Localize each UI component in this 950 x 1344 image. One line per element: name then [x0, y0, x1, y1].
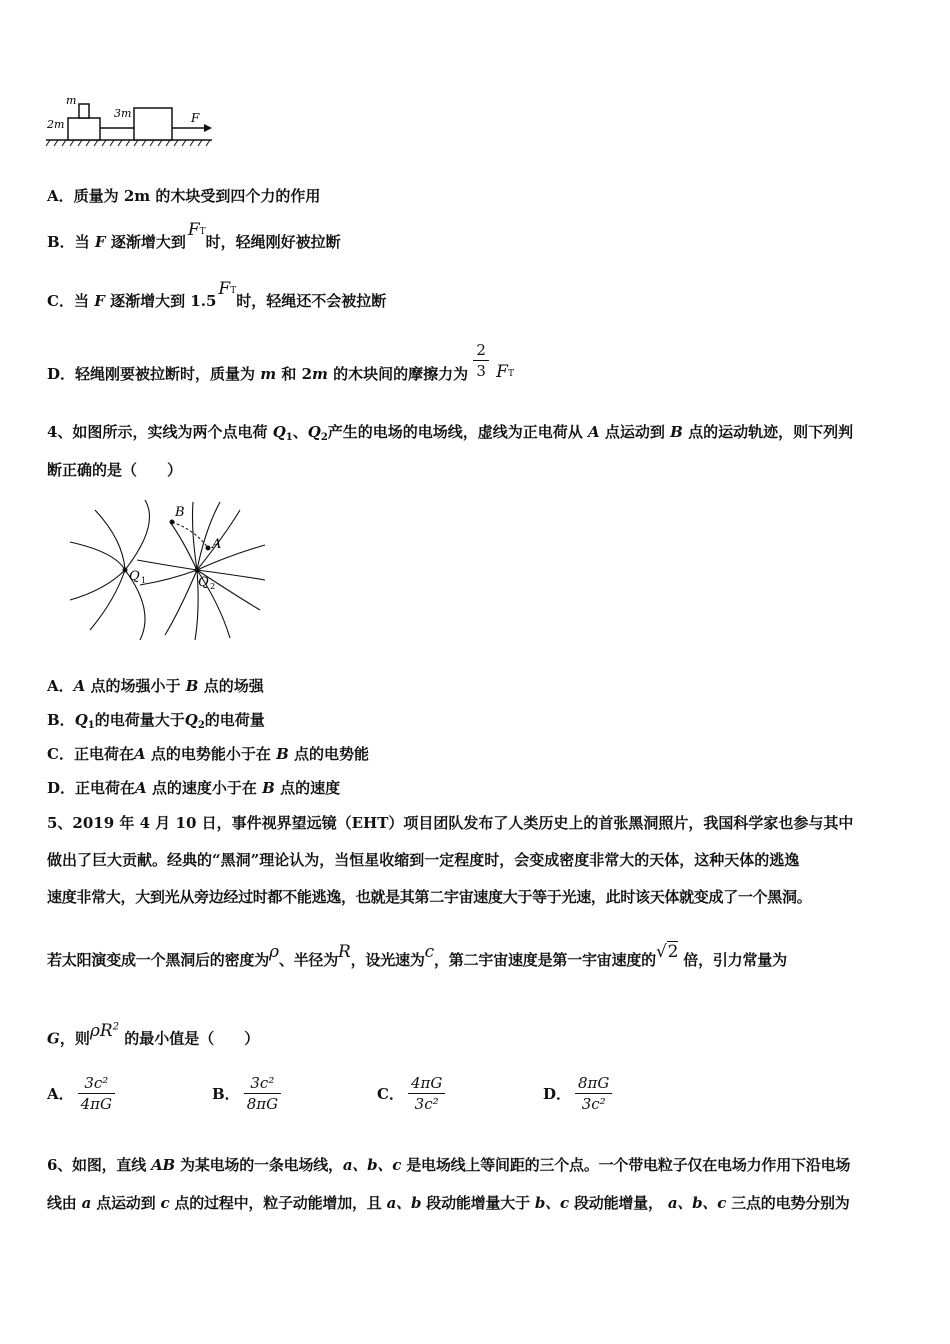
- svg-text:2: 2: [210, 582, 216, 591]
- q5-option-d: D． $\frac{8\pi G}{\text{3c²}}$: [543, 1073, 612, 1114]
- charge-Q2: [195, 568, 200, 573]
- q5-line1: 5、2019 年 4 月 10 日，事件视界望远镜（EHT）项目团队发布了人类历史上的首张黑洞照片，我国科学家也参与其中: [47, 814, 854, 832]
- q5-line4: 若太阳演变成一个黑洞后的密度为ρ、半径为R，设光速为c，第二宇宙速度是第一宇宙速度的√2 倍，引力常量为: [47, 942, 787, 969]
- ft-symbol: F T: [187, 220, 206, 240]
- q3-option-c: C．当 F 逐渐增大到 1.5F T 时，轻绳还不会被拉断: [47, 279, 387, 310]
- q5-option-b: B． $\frac{\text{3c²}}{8\pi G}$: [212, 1073, 281, 1114]
- q4-option-c: C．正电荷在A 点的电势能小于在 B 点的电势能: [47, 745, 370, 763]
- q3-option-b: B．当 F 逐渐增大到F T 时，轻绳刚好被拉断: [47, 220, 341, 251]
- block-m: [79, 104, 89, 118]
- svg-text:B: B: [175, 505, 185, 520]
- label-2m: 2m: [47, 118, 65, 131]
- q4-stem-line1: 4、如图所示，实线为两个点电荷 $Q_1$、$Q_2$产生的电场的电场线，虚线为正电荷从 A 点运动到 B 点的运动轨迹，则下列判: [47, 423, 854, 443]
- label-F: F: [191, 111, 200, 125]
- point-B: [170, 520, 175, 525]
- point-A: [206, 546, 211, 551]
- block-2m: [68, 118, 100, 140]
- q5-option-a: A． $\frac{\text{3c²}}{4\pi G}$: [47, 1073, 115, 1114]
- q5-line2: 做出了巨大贡献。经典的“黑洞”理论认为，当恒星收缩到一定程度时，会变成密度非常大的天体，这种天体的逃逸: [47, 851, 800, 869]
- svg-text:A: A: [212, 537, 222, 552]
- svg-text:1: 1: [141, 576, 147, 585]
- q4-option-b: B．$Q_1$的电荷量大于$Q_2$的电荷量: [47, 711, 265, 731]
- field-lines-figure: [65, 500, 270, 640]
- q3-option-a: A．质量为 2m 的木块受到四个力的作用: [47, 187, 321, 205]
- svg-text:Q: Q: [198, 575, 209, 590]
- q6-line1: 6、如图，直线 AB 为某电场的一条电场线，a、b、c 是电场线上等间距的三个点。一个带电粒子仅在电场力作用下沿电场: [47, 1156, 851, 1174]
- q4-stem-line2: 断正确的是（ ）: [47, 461, 183, 479]
- q4-option-a: A．A 点的场强小于 B 点的场强: [47, 677, 264, 695]
- fraction-2-3: $\frac{2}{3}$: [473, 340, 489, 381]
- svg-text:Q: Q: [129, 569, 140, 584]
- q5-line5: G，则$\rho R^2$ 的最小值是（ ）: [47, 1020, 260, 1048]
- ft-symbol: F T: [496, 362, 514, 382]
- blocks-figure: [44, 92, 219, 150]
- q5-option-c: C． $\frac{4\pi G}{\text{3c²}}$: [377, 1073, 445, 1114]
- q4-option-d: D．正电荷在A 点的速度小于在 B 点的速度: [47, 779, 341, 797]
- label-3m: 3m: [114, 107, 132, 120]
- charge-Q1: [123, 568, 128, 573]
- q3-option-d: D．轻绳刚要被拉断时，质量为 m 和 2m 的木块间的摩擦力为 $\frac{2}{3}$ F T: [47, 341, 514, 383]
- block-3m: [134, 108, 172, 140]
- trajectory: [172, 522, 208, 548]
- q5-line3: 速度非常大，大到光从旁边经过时都不能逃逸，也就是其第二宇宙速度大于等于光速，此时该天体就变成了一个黑洞。: [47, 888, 812, 906]
- q6-line2: 线由 a 点运动到 c 点的过程中，粒子动能增加，且 a、b 段动能增量大于 b、c 段动能增量， a、b、c 三点的电势分别为: [47, 1194, 850, 1212]
- ft-symbol: F T: [218, 279, 237, 299]
- label-m: m: [66, 94, 77, 107]
